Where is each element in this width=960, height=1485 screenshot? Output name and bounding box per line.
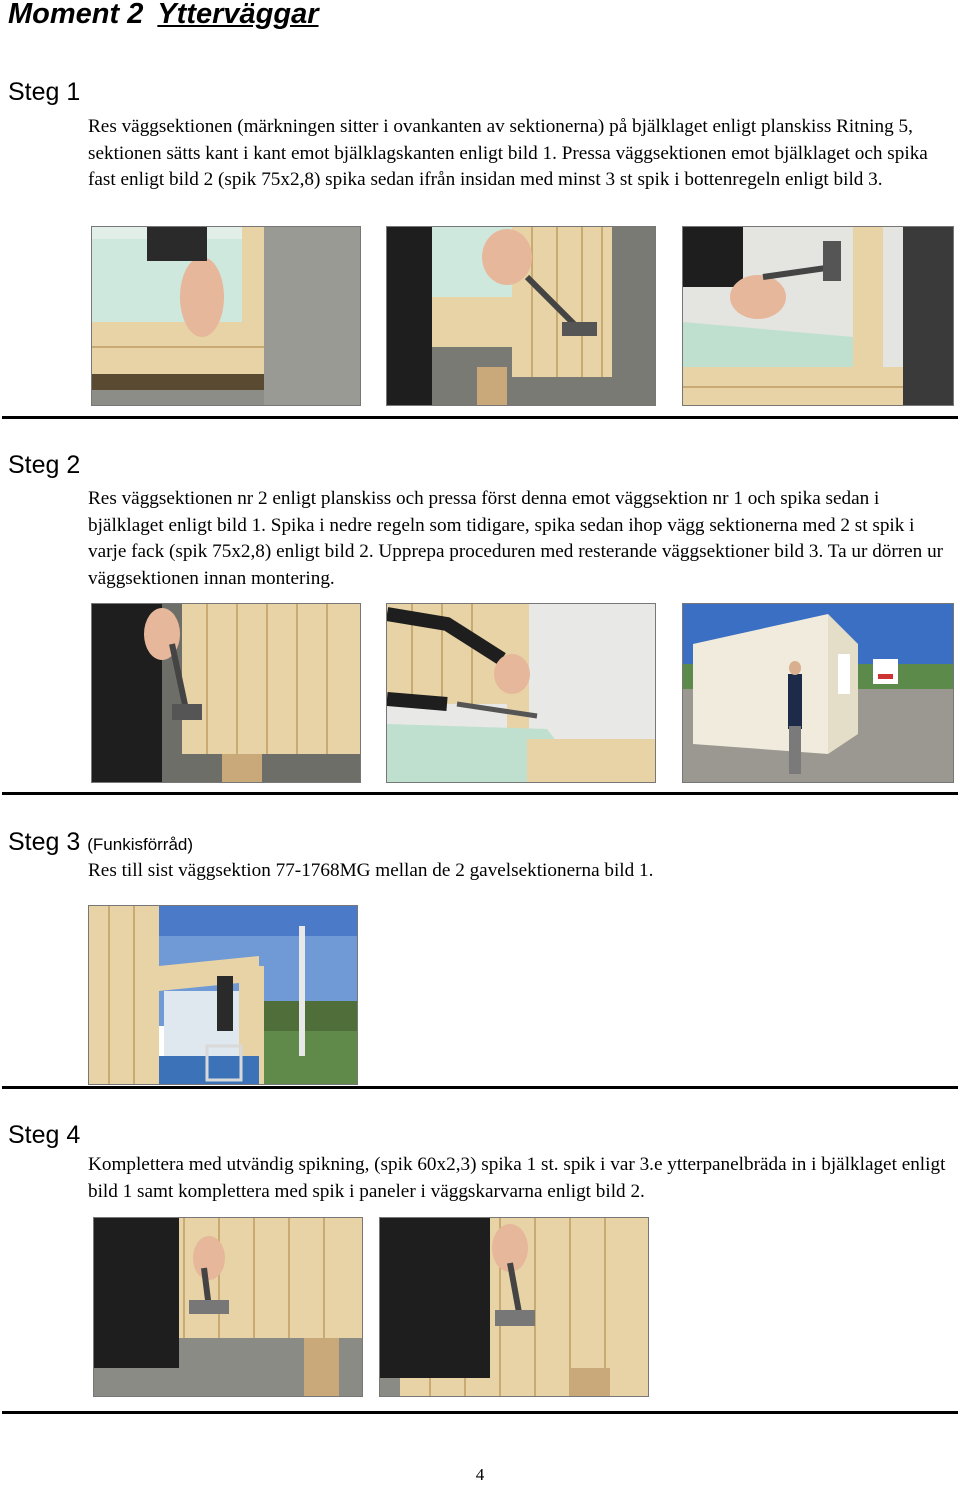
step-label: Steg 1: [8, 78, 81, 106]
step-4-photo-2: [379, 1217, 649, 1397]
step-1-text: Res väggsektionen (märkningen sitter i ovankanten av sektionerna) på bjälklaget enligt planskiss Ritning 5, sektionen sätts kant i kant emot bjälklagskanten enligt bild 1. Pressa väggsektionen emot bjälklaget och spika fast enligt bild 2 (spik 75x2,8) spika sedan ifrån insidan med minst 3 st spik i bottenregeln enligt bild 3.: [88, 116, 928, 190]
page-title: [8, 0, 319, 31]
step-note: (Funkisförråd): [87, 835, 194, 854]
step-2-photo-3: [682, 603, 954, 783]
step-1-photo-3: [682, 226, 954, 406]
step-1-photo-1: [91, 226, 361, 406]
section-divider: [2, 416, 958, 419]
step-2-photo-2: [386, 603, 656, 783]
section-divider: [2, 1086, 958, 1089]
step-4-heading: [8, 1121, 80, 1150]
step-2-photo-1: [91, 603, 361, 783]
step-2-heading: [8, 451, 80, 480]
step-label: Steg 3: [8, 828, 81, 856]
step-label: Steg 2: [8, 451, 81, 479]
step-1-heading: [8, 78, 80, 107]
section-divider: [2, 1411, 958, 1414]
step-label: Steg 4: [8, 1121, 81, 1149]
section-title: Ytterväggar: [157, 0, 319, 30]
step-1-photo-2: [386, 226, 656, 406]
step-4-photo-1: [93, 1217, 363, 1397]
step-3-photo-1: [88, 905, 358, 1085]
step-3-heading: [8, 828, 193, 857]
step-2-text: Res väggsektionen nr 2 enligt planskiss och pressa först denna emot väggsektion nr 1 och spika sedan i bjälklaget enligt bild 1. Spika i nedre regeln som tidigare, spika sedan ihop vägg sektionerna med 2 st spik i varje fack (spik 75x2,8) enligt bild 2. Upprepa proceduren med resterande väggsektioner bild 3. Ta ur dörren ur väggsektionen innan montering.: [88, 488, 944, 589]
step-4-text: Komplettera med utvändig spikning, (spik 60x2,3) spika 1 st. spik i var 3.e ytterpanelbräda in i bjälklaget enligt bild 1 samt komplettera med spik i paneler i väggskarvarna enligt bild 2.: [88, 1154, 946, 1202]
page-number: 4: [475, 1465, 485, 1484]
moment-label: Moment 2: [8, 0, 144, 30]
step-3-text: Res till sist väggsektion 77-1768MG mellan de 2 gavelsektionerna bild 1.: [88, 860, 654, 881]
section-divider: [2, 792, 958, 795]
